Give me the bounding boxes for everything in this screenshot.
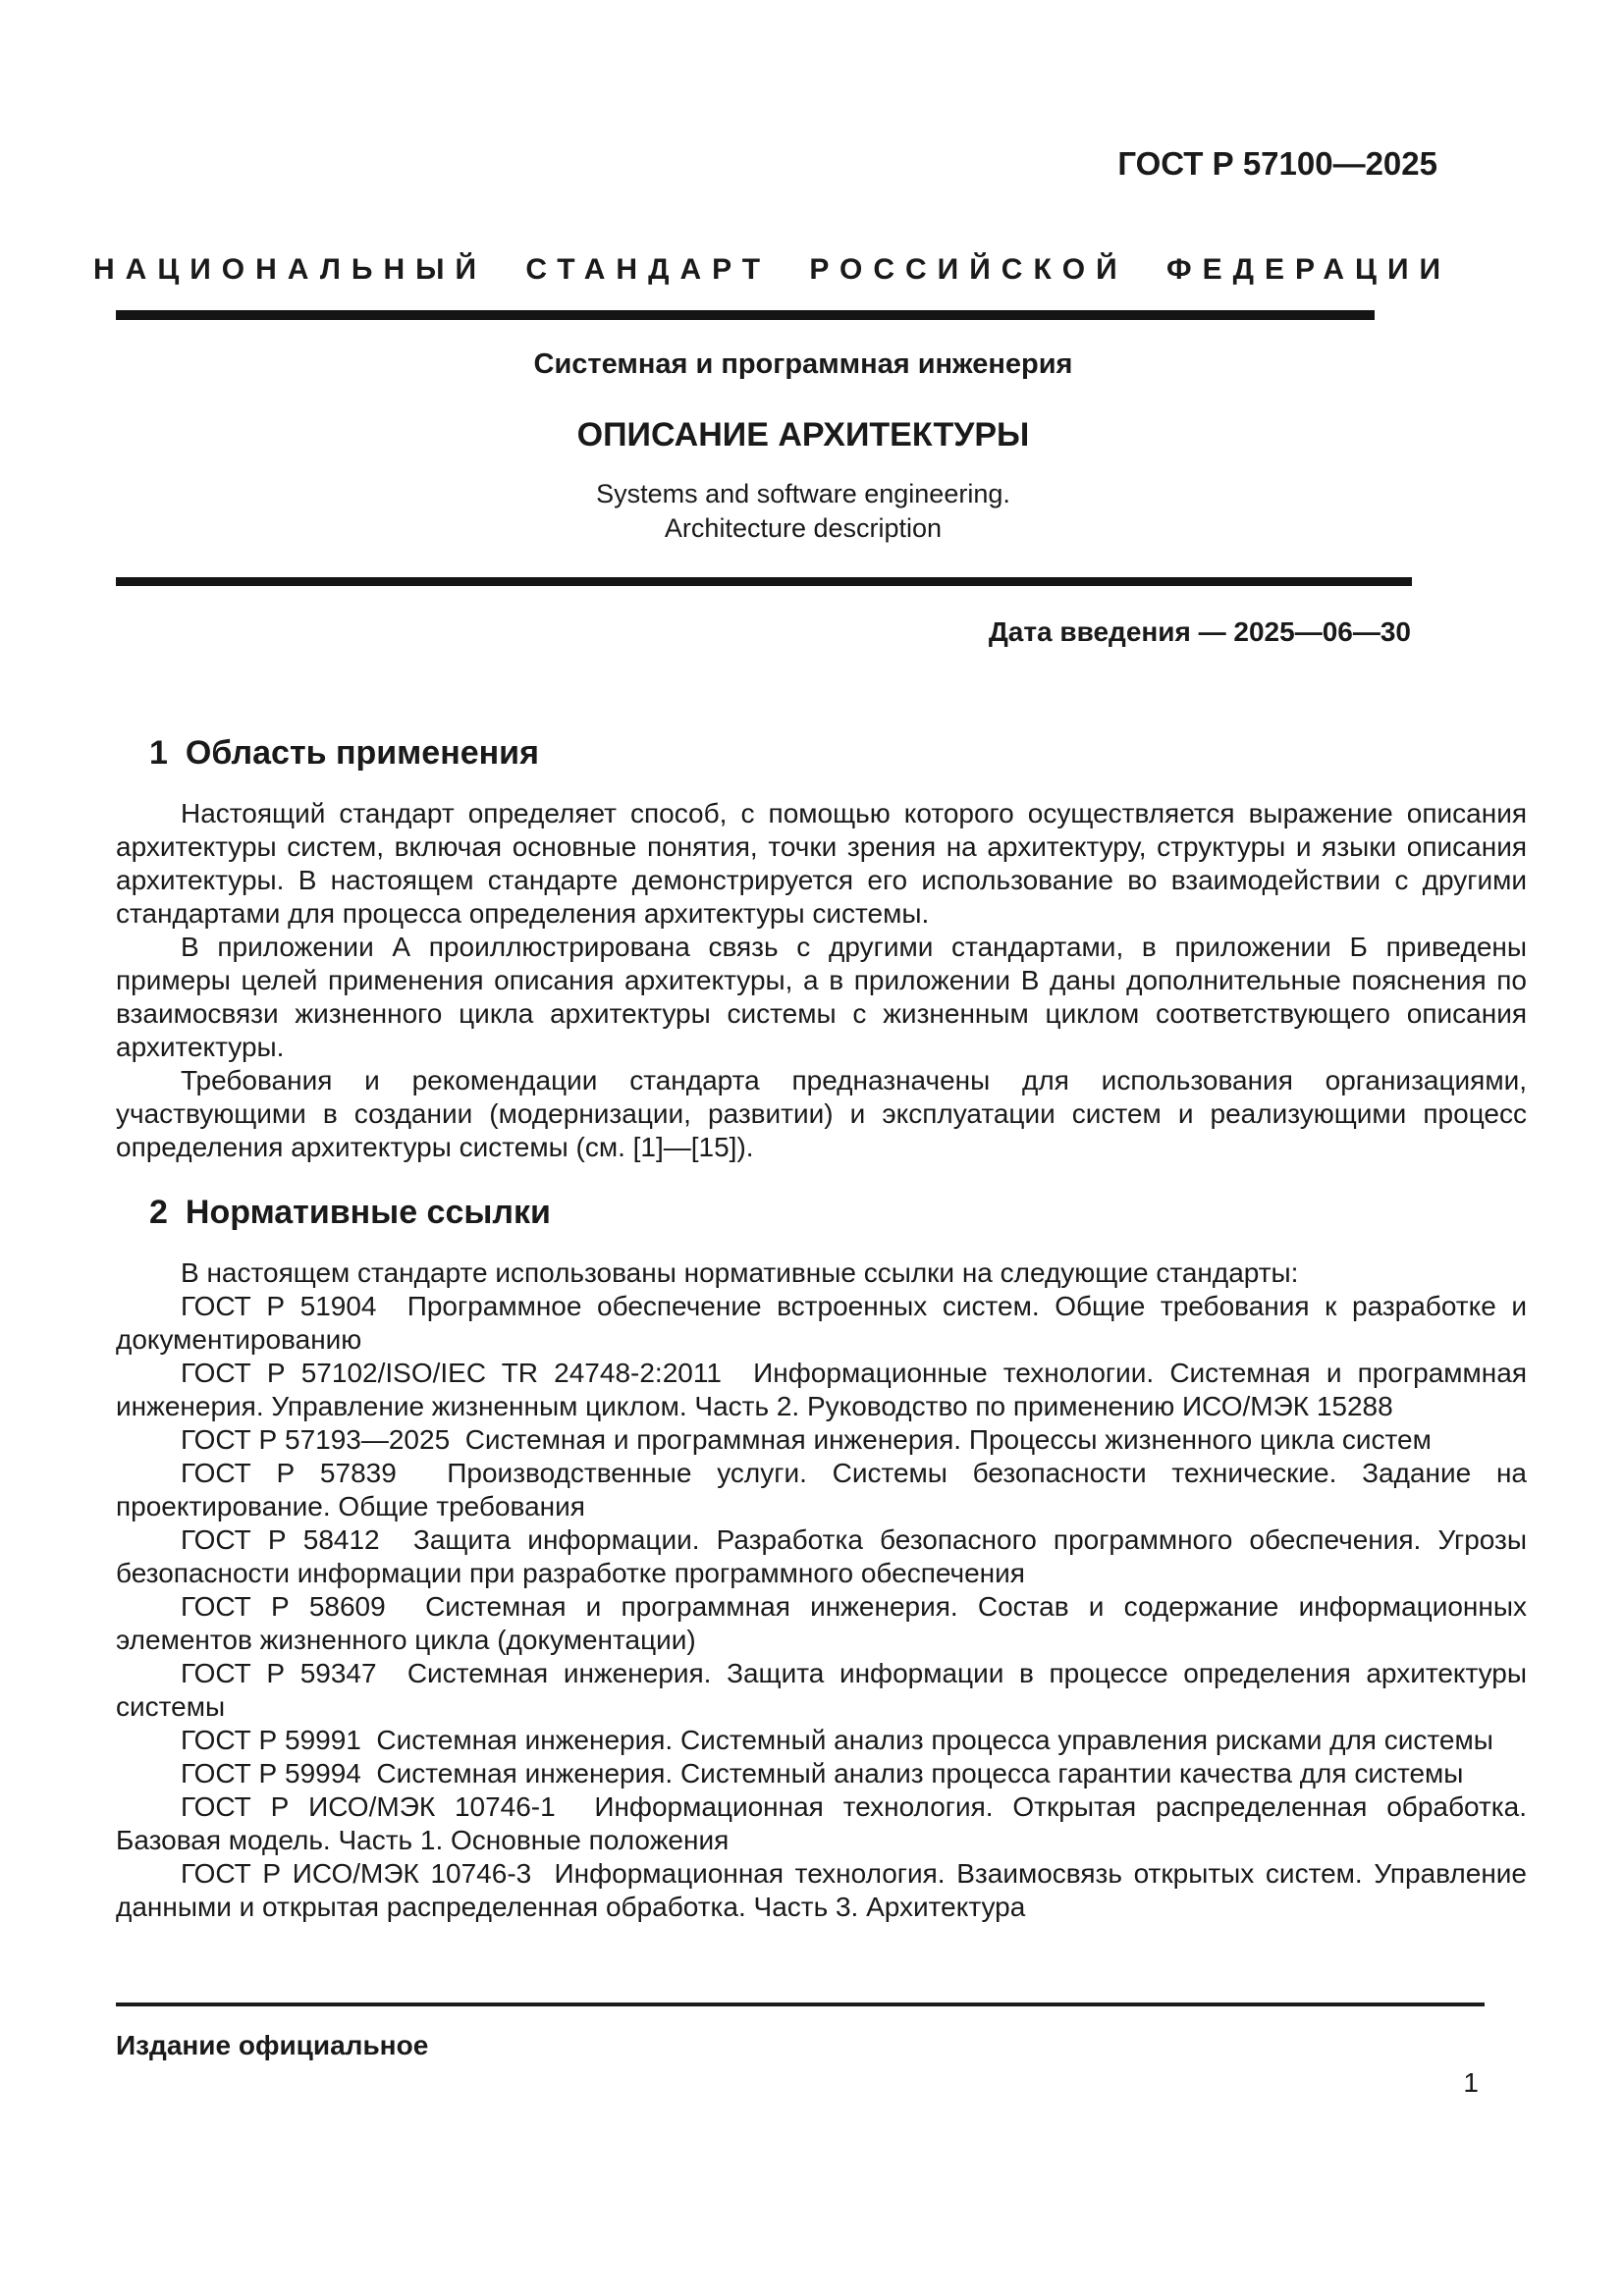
national-standard-banner: НАЦИОНАЛЬНЫЙ СТАНДАРТ РОССИЙСКОЙ ФЕДЕРАЦИИ — [93, 253, 1452, 286]
section-1-title: Область применения — [185, 734, 539, 772]
section-1-heading — [149, 734, 1527, 772]
english-title-line1: Systems and software engineering. — [596, 479, 1010, 508]
normative-reference: ГОСТ Р 57193—2025 Системная и программная инженерия. Процессы жизненного цикла систем — [181, 1424, 1432, 1455]
section-2-title: Нормативные ссылки — [185, 1194, 551, 1231]
header-divider-rule — [116, 310, 1375, 320]
effective-date: Дата введения — 2025—06—30 — [988, 616, 1411, 647]
normative-reference: ГОСТ Р ИСО/МЭК 10746-1 Информационная технология. Открытая распределенная обработка. Базовая модель. Часть 1. Основные положения — [116, 1791, 1527, 1855]
page-number: 1 — [1463, 2067, 1479, 2098]
paragraph: Требования и рекомендации стандарта предназначены для использования организациями, участвующими в создании (модернизации, развитии) и эксплуатации систем и реализующими процесс определения архитектуры системы (см. [1]—[15]). — [116, 1065, 1527, 1162]
english-title — [116, 477, 1490, 546]
english-title-line2: Architecture description — [664, 513, 943, 543]
section-1-number: 1 — [149, 734, 168, 772]
document-body — [116, 734, 1527, 1924]
official-edition-note: Издание официальное — [116, 2030, 429, 2060]
footer-divider-rule — [116, 2002, 1485, 2006]
subject-title: Системная и программная инженерия — [533, 348, 1073, 380]
main-title: ОПИСАНИЕ АРХИТЕКТУРЫ — [576, 416, 1030, 454]
normative-reference: ГОСТ Р ИСО/МЭК 10746-3 Информационная технология. Взаимосвязь открытых систем. Управление данными и открытая распределенная обработка. Часть 3. Архитектура — [116, 1858, 1527, 1922]
section-2-heading — [149, 1194, 1527, 1231]
normative-reference: ГОСТ Р 57839 Производственные услуги. Системы безопасности технические. Задание на проектирование. Общие требования — [116, 1458, 1527, 1522]
normative-reference: ГОСТ Р 51904 Программное обеспечение встроенных систем. Общие требования к разработке и документированию — [116, 1291, 1527, 1355]
normative-reference: ГОСТ Р 59994 Системная инженерия. Системный анализ процесса гарантии качества для системы — [181, 1758, 1464, 1789]
paragraph: В настоящем стандарте использованы нормативные ссылки на следующие стандарты: — [181, 1257, 1299, 1288]
paragraph: Настоящий стандарт определяет способ, с помощью которого осуществляется выражение описания архитектуры систем, включая основные понятия, точки зрения на архитектуру, структуры и языки описания архитектуры. В настоящем стандарте демонстрируется его использование во взаимодействии с другими стандартами для процесса определения архитектуры системы. — [116, 798, 1527, 929]
normative-reference: ГОСТ Р 58609 Системная и программная инженерия. Состав и содержание информационных элементов жизненного цикла (документации) — [116, 1591, 1527, 1655]
date-divider-rule — [116, 577, 1412, 586]
normative-reference: ГОСТ Р 59991 Системная инженерия. Системный анализ процесса управления рисками для системы — [181, 1725, 1493, 1755]
normative-reference: ГОСТ Р 58412 Защита информации. Разработка безопасного программного обеспечения. Угрозы безопасности информации при разработке программного обеспечения — [116, 1524, 1527, 1588]
normative-reference: ГОСТ Р 57102/ISO/IEC TR 24748-2:2011 Информационные технологии. Системная и программная инженерия. Управление жизненным циклом. Часть 2. Руководство по применению ИСО/МЭК 15288 — [116, 1358, 1527, 1421]
normative-reference: ГОСТ Р 59347 Системная инженерия. Защита информации в процессе определения архитектуры системы — [116, 1658, 1527, 1722]
section-2-number: 2 — [149, 1194, 168, 1231]
doc-number: ГОСТ Р 57100—2025 — [1117, 145, 1437, 182]
paragraph: В приложении А проиллюстрирована связь с другими стандартами, в приложении Б приведены примеры целей применения описания архитектуры, а в приложении В даны дополнительные пояснения по взаимосвязи жизненного цикла архитектуры системы с жизненным циклом соответствующего описания архитектуры. — [116, 932, 1527, 1062]
